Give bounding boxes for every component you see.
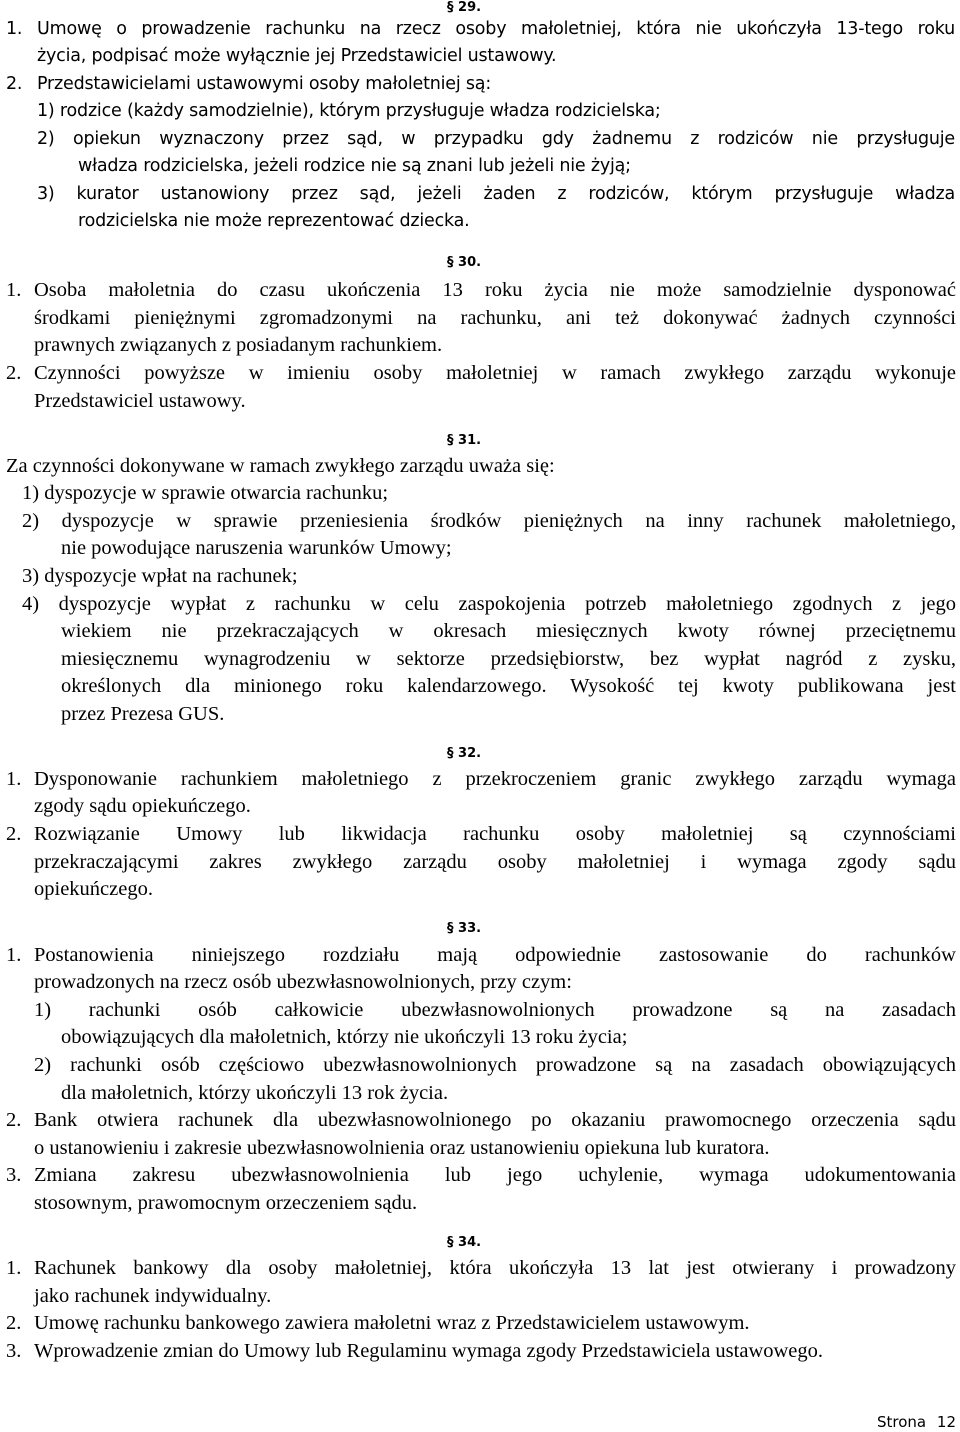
subitem-line: miesięcznemu wynagrodzeniu w sektorze przedsiębiorstw, bez wypłat nagród z zysku,: [61, 648, 956, 670]
subitem-line: obowiązujących dla małoletnich, którzy nie ukończyli 13 roku życia;: [61, 1026, 628, 1048]
paragraph-line: Rozwiązanie Umowy lub likwidacja rachunku osoby małoletniej są czynnościami: [34, 823, 956, 845]
subitem-line: określonych dla minionego roku kalendarzowego. Wysokość tej kwoty publikowana jest: [61, 675, 956, 697]
item-number: 1.: [6, 279, 22, 301]
item-number: 3.: [6, 1340, 22, 1362]
page-number: 12: [936, 1413, 956, 1431]
subitem-line: wiekiem nie przekraczających w okresach miesięcznych kwoty równej przeciętnemu: [61, 620, 956, 642]
paragraph-line: Dysponowanie rachunkiem małoletniego z przekroczeniem granic zwykłego zarządu wymaga: [34, 768, 956, 790]
paragraph-line: Za czynności dokonywane w ramach zwykłego zarządu uważa się:: [6, 455, 555, 477]
paragraph-line: zgody sądu opiekuńczego.: [34, 795, 251, 817]
item-number: 2.: [6, 1312, 22, 1334]
paragraph-line: Bank otwiera rachunek dla ubezwłasnowolnionego po okazaniu prawomocnego orzeczenia sądu: [34, 1109, 956, 1131]
item-number: 1.: [6, 768, 22, 790]
subitem-line: rodzicielska nie może reprezentować dziecka.: [78, 211, 470, 231]
paragraph-line: środkami pieniężnymi zgromadzonymi na rachunku, ani też dokonywać żadnych czynności: [34, 307, 956, 329]
subitem-line: władza rodzicielska, jeżeli rodzice nie są znani lub jeżeli nie żyją;: [78, 156, 631, 176]
paragraph-line: przekraczającymi zakres zwykłego zarządu osoby małoletniej i wymaga zgody sądu: [34, 851, 956, 873]
paragraph-line: opiekuńczego.: [34, 878, 153, 900]
subitem-line: dla małoletnich, którzy ukończyli 13 rok życia.: [61, 1082, 449, 1104]
item-number: 2.: [6, 823, 22, 845]
subitem-line: 4) dyspozycje wypłat z rachunku w celu zaspokojenia potrzeb małoletniego zgodnych z jego: [22, 593, 956, 615]
item-number: 3.: [6, 1164, 22, 1186]
item-number: 2.: [6, 1109, 22, 1131]
paragraph-line: Rachunek bankowy dla osoby małoletniej, która ukończyła 13 lat jest otwierany i prowadzony: [34, 1257, 956, 1279]
subitem-line: 1) dyspozycje w sprawie otwarcia rachunku;: [22, 482, 389, 504]
subitem-line: 3) dyspozycje wpłat na rachunek;: [22, 565, 298, 587]
subitem-line: przez Prezesa GUS.: [61, 703, 225, 725]
section-heading-31: § 31.: [447, 433, 482, 448]
paragraph-line: Umowę rachunku bankowego zawiera małoletni wraz z Przedstawicielem ustawowym.: [34, 1312, 750, 1334]
item-number: 2.: [6, 362, 22, 384]
section-heading-32: § 32.: [447, 746, 482, 761]
subitem-line: 1) rachunki osób całkowicie ubezwłasnowolnionych prowadzone są na zasadach: [34, 999, 956, 1021]
paragraph-line: życia, podpisać może wyłącznie jej Przedstawiciel ustawowy.: [37, 46, 557, 66]
item-number: 1.: [6, 19, 23, 39]
paragraph-line: Wprowadzenie zmian do Umowy lub Regulaminu wymaga zgody Przedstawiciela ustawowego.: [34, 1340, 824, 1362]
paragraph-line: prawnych związanych z posiadanym rachunkiem.: [34, 334, 443, 356]
paragraph-line: Umowę o prowadzenie rachunku na rzecz osoby małoletniej, która nie ukończyła 13-tego roku: [37, 19, 955, 39]
paragraph-line: Postanowienia niniejszego rozdziału mają odpowiednie zastosowanie do rachunków: [34, 944, 956, 966]
paragraph-line: o ustanowieniu i zakresie ubezwłasnowolnienia oraz ustanowieniu opiekuna lub kuratora.: [34, 1137, 770, 1159]
paragraph-line: prowadzonych na rzecz osób ubezwłasnowolnionych, przy czym:: [34, 971, 572, 993]
subitem-line: 2) opiekun wyznaczony przez sąd, w przypadku gdy żadnemu z rodziców nie przysługuje: [37, 129, 955, 149]
section-heading-29: § 29.: [447, 0, 482, 15]
paragraph-line: Przedstawicielami ustawowymi osoby małoletniej są:: [37, 74, 492, 94]
section-heading-30: § 30.: [447, 255, 482, 270]
paragraph-line: stosownym, prawomocnym orzeczeniem sądu.: [34, 1192, 418, 1214]
paragraph-line: Przedstawiciel ustawowy.: [34, 390, 246, 412]
page-footer: [877, 1413, 956, 1431]
subitem-line: 2) dyspozycje w sprawie przeniesienia środków pieniężnych na inny rachunek małoletniego,: [22, 510, 956, 532]
section-heading-34: § 34.: [447, 1235, 482, 1250]
paragraph-line: jako rachunek indywidualny.: [34, 1285, 272, 1307]
subitem-line: 3) kurator ustanowiony przez sąd, jeżeli żaden z rodziców, którym przysługuje władza: [37, 184, 955, 204]
section-heading-33: § 33.: [447, 921, 482, 936]
item-number: 1.: [6, 944, 22, 966]
item-number: 1.: [6, 1257, 22, 1279]
subitem-line: 2) rachunki osób częściowo ubezwłasnowolnionych prowadzone są na zasadach obowiązujących: [34, 1054, 956, 1076]
page-label: Strona: [877, 1413, 927, 1431]
paragraph-line: Zmiana zakresu ubezwłasnowolnienia lub jego uchylenie, wymaga udokumentowania: [34, 1164, 956, 1186]
paragraph-line: Czynności powyższe w imieniu osoby małoletniej w ramach zwykłego zarządu wykonuje: [34, 362, 956, 384]
item-number: 2.: [6, 74, 23, 94]
subitem-line: 1) rodzice (każdy samodzielnie), którym przysługuje władza rodzicielska;: [37, 101, 661, 121]
paragraph-line: Osoba małoletnia do czasu ukończenia 13 roku życia nie może samodzielnie dysponować: [34, 279, 956, 301]
subitem-line: nie powodujące naruszenia warunków Umowy;: [61, 537, 452, 559]
